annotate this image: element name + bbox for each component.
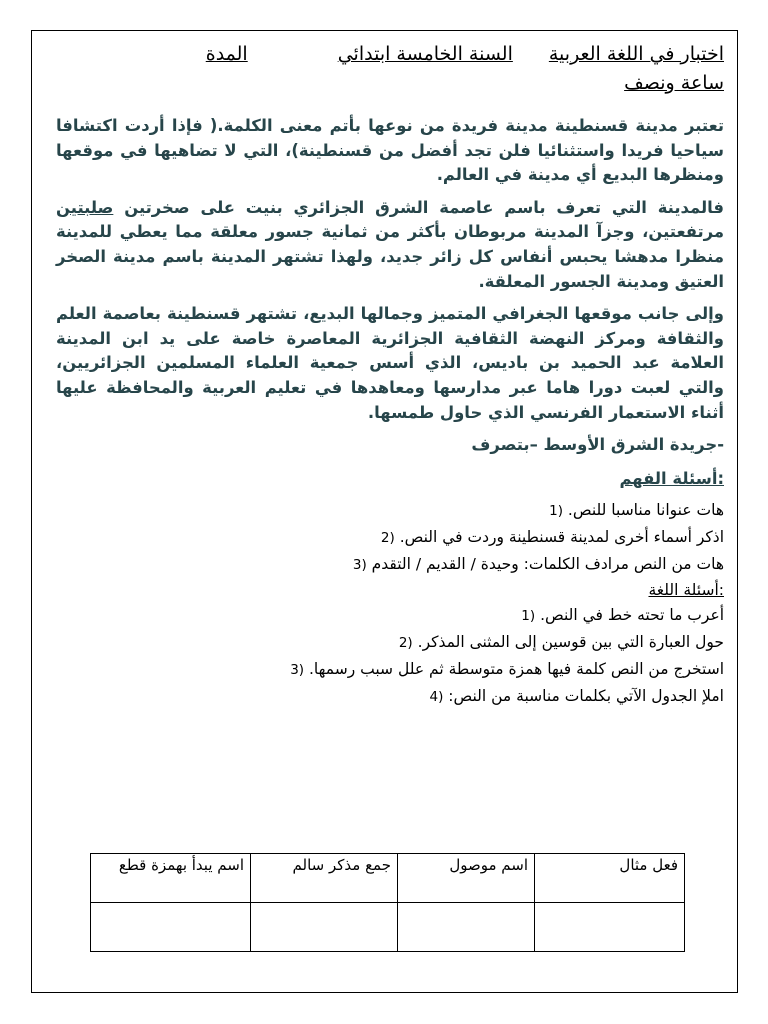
table-header-cell: فعل مثال [535, 854, 685, 903]
table-answer-row [91, 903, 685, 952]
question-item: 1) .هات عنوانا مناسبا للنص [549, 501, 724, 520]
question-item: 1) .أعرب ما تحته خط في النص [521, 606, 724, 625]
question-item: 3) .استخرج من النص كلمة فيها همزة متوسطة ثم علل سبب رسمها [290, 660, 724, 679]
question-item: 4) :املإ الجدول الآتي بكلمات مناسبة من النص [429, 687, 724, 706]
text-paragraph-2: فالمدينة التي تعرف باسم عاصمة الشرق الجزائري بنيت على صخرتين صلبتين مرتفعتين، وجزآ المدينة مربوطان بأكثر من ثمانية جسور معلقة مما يعطي للمدينة منظرا مدهشا يحبس أنفاس كل زائر جديد، ولهذا تشتهر المدينة باسم مدينة الصخر العتيق ومدينة الجسور المعلقة. [56, 197, 724, 291]
header-duration-label: المدة [205, 43, 248, 65]
table-header-row [91, 854, 685, 903]
header-level: السنة الخامسة ابتدائي [337, 43, 513, 65]
table-answer-cell[interactable] [91, 903, 251, 952]
table-answer-cell[interactable] [535, 903, 685, 952]
header-subject: اختبار في اللغة العربية [548, 43, 724, 65]
table-answer-cell[interactable] [398, 903, 535, 952]
comprehension-questions [56, 497, 724, 578]
language-title: :أسئلة اللغة [648, 581, 724, 600]
table-header-cell: اسم موصول [398, 854, 535, 903]
exam-header [56, 40, 724, 98]
question-item: 2) .حول العبارة التي بين قوسين إلى المثنى المذكر [398, 633, 724, 652]
table-answer-cell[interactable] [251, 903, 398, 952]
language-questions [56, 602, 724, 710]
question-item: 2) .اذكر أسماء أخرى لمدينة قسنطينة وردت في النص [380, 528, 724, 547]
text-paragraph-3: وإلى جانب موقعها الجغرافي المتميز وجمالها البديع، تشتهر قسنطينة بعاصمة العلم والثقافة ومركز النهضة الثقافية الجزائرية المعاصرة خاصة على يد ابن المدينة العلامة عبد الحميد بن باديس، الذي أسس جمعية العلماء المسلمين الجزائريين، والتي لعبت دورا هاما عبر مدارسها ومعاهدها في تعليم العربية والمحافظة عليها أثناء الاستعمار الفرنسي الذي حاول طمسها. [56, 304, 724, 422]
comprehension-title: :أسئلة الفهم [619, 469, 724, 489]
exam-content [56, 40, 724, 710]
table-header-cell: اسم يبدأ بهمزة قطع [91, 854, 251, 903]
underlined-word: صلبتين [56, 197, 114, 217]
question-item: 3) هات من النص مرادف الكلمات: وحيدة / القديم / التقدم [352, 555, 724, 574]
text-source: -جريدة الشرق الأوسط –بتصرف [471, 435, 724, 455]
table-header-cell: جمع مذكر سالم [251, 854, 398, 903]
text-paragraph-1: تعتبر مدينة قسنطينة مدينة فريدة من نوعها بأتم معنى الكلمة.( فإذا أردت اكتشافا سياحيا فريدا واستثنائيا فلن تجد أفضل من قسنطينة)، التي لا تضاهيها في موقعها ومنظرها البديع أي مدينة في العالم. [56, 116, 724, 185]
header-duration-value: ساعة ونصف [624, 72, 724, 94]
word-table [90, 853, 685, 952]
